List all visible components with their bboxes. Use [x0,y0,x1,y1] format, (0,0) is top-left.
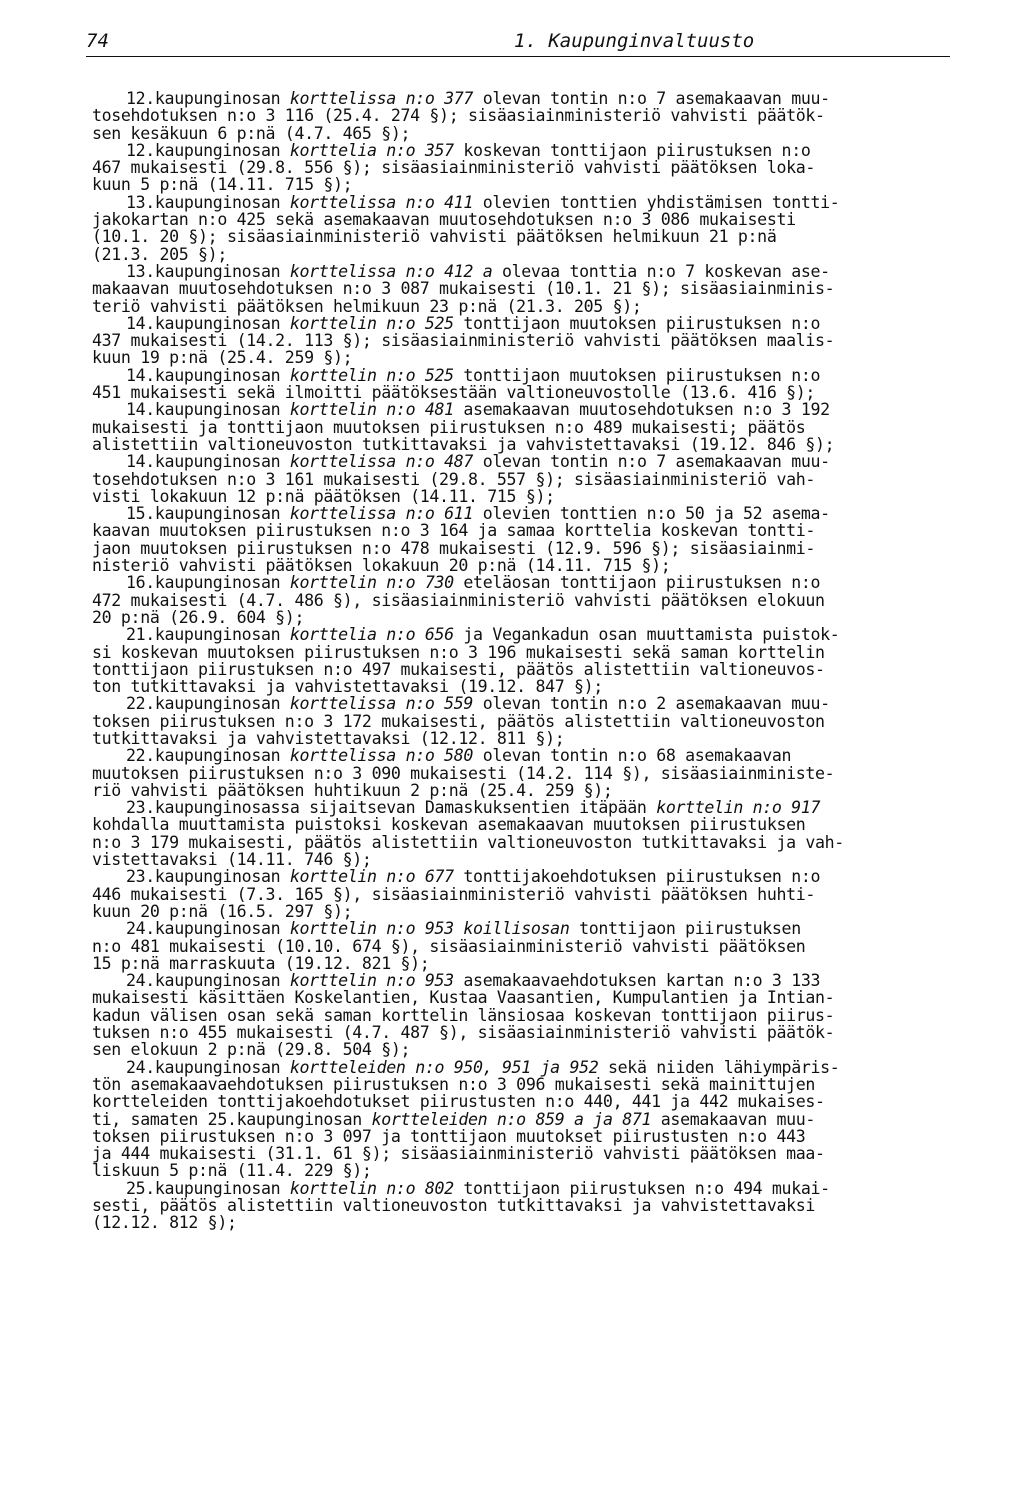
entry-line [92,453,982,470]
entry-text: 14.kaupunginosan [126,313,290,333]
entry-line [92,592,982,609]
entry-line [92,713,982,730]
entry-line [92,920,982,937]
entry-line [92,384,982,401]
decision-entry [92,868,982,920]
entry-text: tutkittavaksi ja vahvistettavaksi (12.12. 811 §); [92,728,565,748]
entry-text: 24.kaupunginosan [126,919,290,939]
entry-text: ja 444 mukaisesti (31.1. 61 §); sisäasiainministeriö vahvisti päätöksen maa- [92,1144,825,1164]
entry-text: mukaisesti käsittäen Koskelantien, Kustaa Vaasantien, Kumpulantien ja Intian- [92,988,835,1008]
decision-entry [92,920,982,972]
entry-text: olevan tontin n:o 2 asemakaavan muu- [473,694,830,714]
entry-line [92,228,982,245]
decision-entry [92,1059,982,1180]
entry-text: (10.1. 20 §); sisäasiainministeriö vahvisti päätöksen helmikuun 21 p:nä [92,227,777,247]
entry-line [92,176,982,193]
entry-text: 16.kaupunginosan [126,573,290,593]
decision-entry [92,574,982,626]
entry-text: (12.12. 812 §); [92,1213,237,1233]
entry-text: mukaisesti ja tonttijaon muutoksen piirustuksen n:o 489 mukaisesti; päätös [92,417,806,437]
entry-text: tosehdotuksen n:o 3 161 mukaisesti (29.8. 557 §); sisäasiainministeriö vah- [92,469,816,489]
entry-line [92,644,982,661]
block-reference: korttelin n:o 525 [289,313,454,333]
entry-text: riö vahvisti päätöksen huhtikuun 2 p:nä (25.4. 259 §); [92,780,613,800]
entry-line [92,799,982,816]
decision-entry [92,747,982,799]
entry-line [92,851,982,868]
entry-text: 12.kaupunginosan [126,140,290,160]
entry-text: 13.kaupunginosan [126,261,290,281]
entry-text: olevan tontin n:o 7 asemakaavan muu- [473,89,830,108]
entry-line [92,142,982,159]
entry-line [92,401,982,418]
entry-text: 21.kaupunginosan [126,625,290,645]
entry-text: 451 mukaisesti sekä ilmoitti päätöksestään valtioneuvostolle (13.6. 416 §); [92,383,816,403]
block-reference: korttelin n:o 730 [289,573,454,593]
entry-text: kuun 5 p:nä (14.11. 715 §); [92,175,353,195]
entry-text: vistettavaksi (14.11. 746 §); [92,850,372,870]
entry-text: asemakaavaehdotuksen kartan n:o 3 133 [453,971,821,991]
entry-text: jakokartan n:o 425 sekä asemakaavan muutosehdotuksen n:o 3 086 mukaisesti [92,210,796,230]
entry-line [92,765,982,782]
entry-line [92,955,982,972]
entry-text: kortteleiden tonttijakoehdotukset piirustusten n:o 440, 441 ja 442 mukaises- [92,1092,825,1112]
decision-entry [92,453,982,505]
entry-text: 472 mukaisesti (4.7. 486 §), sisäasiainministeriö vahvisti päätöksen elokuun [92,590,825,610]
entry-line [92,298,982,315]
entry-text: kaavan muutoksen piirustuksen n:o 3 164 ja samaa korttelia koskevan tontti- [92,521,816,541]
decision-entry [92,194,982,263]
entry-text: 14.kaupunginosan [126,365,290,385]
entry-text: 13.kaupunginosan [126,192,290,212]
entry-line [92,488,982,505]
decision-entry [92,695,982,747]
entry-line [92,1197,982,1214]
entry-line [92,557,982,574]
entry-text: ton tutkittavaksi ja vahvistettavaksi (19.12. 847 §); [92,677,603,697]
entry-text: 467 mukaisesti (29.8. 556 §); sisäasiainministeriö vahvisti päätöksen loka- [92,158,816,178]
entry-text: kuun 19 p:nä (25.4. 259 §); [92,348,353,368]
entry-line [92,695,982,712]
entry-text: sesti, päätös alistettiin valtioneuvoston tutkittavaksi ja vahvistettavaksi [92,1196,816,1215]
entry-text: kadun välisen osan sekä saman korttelin länsiosaa koskevan tonttijaon piirus- [92,1005,835,1025]
entry-line [92,989,982,1006]
block-reference: korttelissa n:o 411 [289,192,474,212]
entry-line [92,886,982,903]
entry-text: 23.kaupunginosassa sijaitsevan Damaskuksentien itäpään [126,798,657,818]
entry-line [92,349,982,366]
entry-text: kohdalla muuttamista puistoksi koskevan asemakaavan muutoksen piirustuksen [92,815,806,835]
entry-text: makaavan muutosehdotuksen n:o 3 087 mukaisesti (10.1. 21 §); sisäasiainminis- [92,279,835,299]
entry-line [92,211,982,228]
entry-line [92,661,982,678]
block-reference: korttelissa n:o 611 [289,504,474,524]
entry-text: olevien tonttien n:o 50 ja 52 asema- [473,504,830,524]
entry-line [92,1059,982,1076]
block-reference: kortteleiden n:o 950, 951 ja 952 [289,1057,599,1077]
entry-text: sen kesäkuun 6 p:nä (4.7. 465 §); [92,123,411,143]
block-reference: korttelissa n:o 412 a [289,261,493,281]
decision-entry [92,90,982,142]
entry-text: si koskevan muutoksen piirustuksen n:o 3 196 mukaisesti sekä saman korttelin [92,642,825,662]
decision-entry [92,367,982,402]
entry-text: tuksen n:o 455 mukaisesti (4.7. 487 §), sisäasiainministeriö vahvisti päätök- [92,1023,835,1043]
entry-line [92,315,982,332]
block-reference: kortteleiden n:o 859 a ja 871 [371,1109,652,1129]
entry-line [92,125,982,142]
entry-text: asemakaavan muu- [651,1109,816,1129]
block-reference: korttelin n:o 525 [289,365,454,385]
entry-line [92,574,982,591]
entry-line [92,1041,982,1058]
entry-text: 24.kaupunginosan [126,971,290,991]
entry-line [92,1024,982,1041]
entry-line [92,1007,982,1024]
entry-text: 22.kaupunginosan [126,694,290,714]
entry-text: toksen piirustuksen n:o 3 097 ja tonttijaon muutokset piirustusten n:o 443 [92,1126,806,1146]
entry-text: toksen piirustuksen n:o 3 172 mukaisesti, päätös alistettiin valtioneuvoston [92,711,825,731]
entry-line [92,1128,982,1145]
entry-line [92,90,982,107]
entry-text: n:o 481 mukaisesti (10.10. 674 §), sisäasiainministeriö vahvisti päätöksen [92,936,806,956]
entry-text: teriö vahvisti päätöksen helmikuun 23 p:nä (21.3. 205 §); [92,296,642,316]
entry-text: nisteriö vahvisti päätöksen lokakuun 20 p:nä (14.11. 715 §); [92,556,671,576]
entry-text: n:o 3 179 mukaisesti, päätös alistettiin valtioneuvoston tutkittavaksi ja vah- [92,832,844,852]
entry-text: olevan tontin n:o 7 asemakaavan muu- [473,452,830,472]
entry-line [92,1162,982,1179]
block-reference: korttelia n:o 357 [289,140,454,160]
entry-line [92,868,982,885]
block-reference: korttelin n:o 953 [289,971,454,991]
entry-line [92,1145,982,1162]
entry-text: 20 p:nä (26.9. 604 §); [92,607,305,627]
entry-line [92,1076,982,1093]
entry-text: tonttijaon piirustuksen n:o 497 mukaisesti, päätös alistettiin valtioneuvos- [92,659,825,679]
entry-text: olevan tontin n:o 68 asemakaavan [473,746,792,766]
entry-line [92,471,982,488]
decision-entry [92,972,982,1058]
page-header [86,28,950,57]
block-reference: korttelia n:o 656 [289,625,454,645]
entry-text: tön asemakaavaehdotuksen piirustuksen n:o 3 096 mukaisesti sekä mainittujen [92,1074,816,1094]
entry-line [92,332,982,349]
entry-line [92,505,982,522]
entry-line [92,367,982,384]
entry-line [92,747,982,764]
entry-line [92,436,982,453]
entry-line [92,540,982,557]
entry-text: ti, samaten 25.kaupunginosan [92,1109,372,1129]
block-reference: korttelissa n:o 487 [289,452,474,472]
entry-text: tonttijakoehdotuksen piirustuksen n:o [453,867,821,887]
entry-text: tonttijaon piirustuksen [569,919,801,939]
entry-line [92,972,982,989]
block-reference: korttelin n:o 677 [289,867,454,887]
entry-text: 437 mukaisesti (14.2. 113 §); sisäasiainministeriö vahvisti päätöksen maalis- [92,331,835,351]
entry-text: 23.kaupunginosan [126,867,290,887]
decision-entry [92,505,982,574]
entry-text: ja Vegankadun osan muuttamista puistok- [453,625,840,645]
entry-text: tonttijaon muutoksen piirustuksen n:o [453,365,821,385]
entry-line [92,678,982,695]
block-reference: korttelissa n:o 377 [289,89,474,108]
block-reference: korttelin n:o 802 [289,1178,454,1198]
block-reference: korttelin n:o 481 [289,400,454,420]
entry-text: asemakaavan muutosehdotuksen n:o 3 192 [453,400,830,420]
entry-line [92,419,982,436]
entry-text: liskuun 5 p:nä (11.4. 229 §); [92,1161,372,1181]
entry-line [92,1093,982,1110]
page-number: 74 [86,30,109,52]
entry-text: olevien tonttien yhdistämisen tontti- [473,192,840,212]
running-title: 1. Kaupunginvaltuusto [514,30,755,52]
entry-line [92,159,982,176]
entry-line [92,263,982,280]
entry-line [92,626,982,643]
entry-text: 15 p:nä marraskuuta (19.12. 821 §); [92,953,430,973]
entry-text: tonttijaon muutoksen piirustuksen n:o [453,313,821,333]
entry-line [92,903,982,920]
entry-text: olevaa tonttia n:o 7 koskevan ase- [492,261,830,281]
decision-entry [92,315,982,367]
entry-line [92,609,982,626]
entry-line [92,1111,982,1128]
block-reference: korttelissa n:o 580 [289,746,474,766]
entry-line [92,834,982,851]
entry-text: 12.kaupunginosan [126,89,290,108]
entry-line [92,938,982,955]
decision-entry [92,1180,982,1232]
entry-text: eteläosan tonttijaon piirustuksen n:o [453,573,821,593]
entry-text: 14.kaupunginosan [126,400,290,420]
entry-line [92,782,982,799]
entry-line [92,816,982,833]
entry-text: tonttijaon piirustuksen n:o 494 mukai- [453,1178,830,1198]
entry-text: 446 mukaisesti (7.3. 165 §), sisäasiainministeriö vahvisti päätöksen huhti- [92,884,816,904]
entry-text: jaon muutoksen piirustuksen n:o 478 mukaisesti (12.9. 596 §); sisäasiainmi- [92,538,816,558]
entry-text: muutoksen piirustuksen n:o 3 090 mukaisesti (14.2. 114 §), sisäasiainministe- [92,763,835,783]
decision-entry [92,142,982,194]
entry-text: kuun 20 p:nä (16.5. 297 §); [92,901,353,921]
entry-line [92,246,982,263]
entry-text: 22.kaupunginosan [126,746,290,766]
entry-text: (21.3. 205 §); [92,244,227,264]
entry-text: koskevan tonttijaon piirustuksen n:o [453,140,811,160]
decision-entry [92,401,982,453]
entry-text: 14.kaupunginosan [126,452,290,472]
decision-entry [92,799,982,868]
entry-line [92,280,982,297]
entry-text: alistettiin valtioneuvoston tutkittavaksi ja vahvistettavaksi (19.12. 846 §); [92,434,835,454]
block-reference: korttelin n:o 917 [656,798,821,818]
block-reference: korttelin n:o 953 koillisosan [289,919,570,939]
entry-text: visti lokakuun 12 p:nä päätöksen (14.11. 715 §); [92,486,555,506]
entry-text: 15.kaupunginosan [126,504,290,524]
entry-text: sen elokuun 2 p:nä (29.8. 504 §); [92,1040,411,1060]
entry-text: sekä niiden lähiympäris- [598,1057,840,1077]
entry-line [92,730,982,747]
entry-line [92,522,982,539]
decision-list [92,90,982,1232]
entry-line [92,1180,982,1197]
entry-line [92,107,982,124]
block-reference: korttelissa n:o 559 [289,694,474,714]
entry-text: tosehdotuksen n:o 3 116 (25.4. 274 §); sisäasiainministeriö vahvisti päätök- [92,106,825,126]
entry-text: 25.kaupunginosan [126,1178,290,1198]
decision-entry [92,626,982,695]
entry-text: 24.kaupunginosan [126,1057,290,1077]
decision-entry [92,263,982,315]
entry-line [92,194,982,211]
entry-line [92,1214,982,1231]
